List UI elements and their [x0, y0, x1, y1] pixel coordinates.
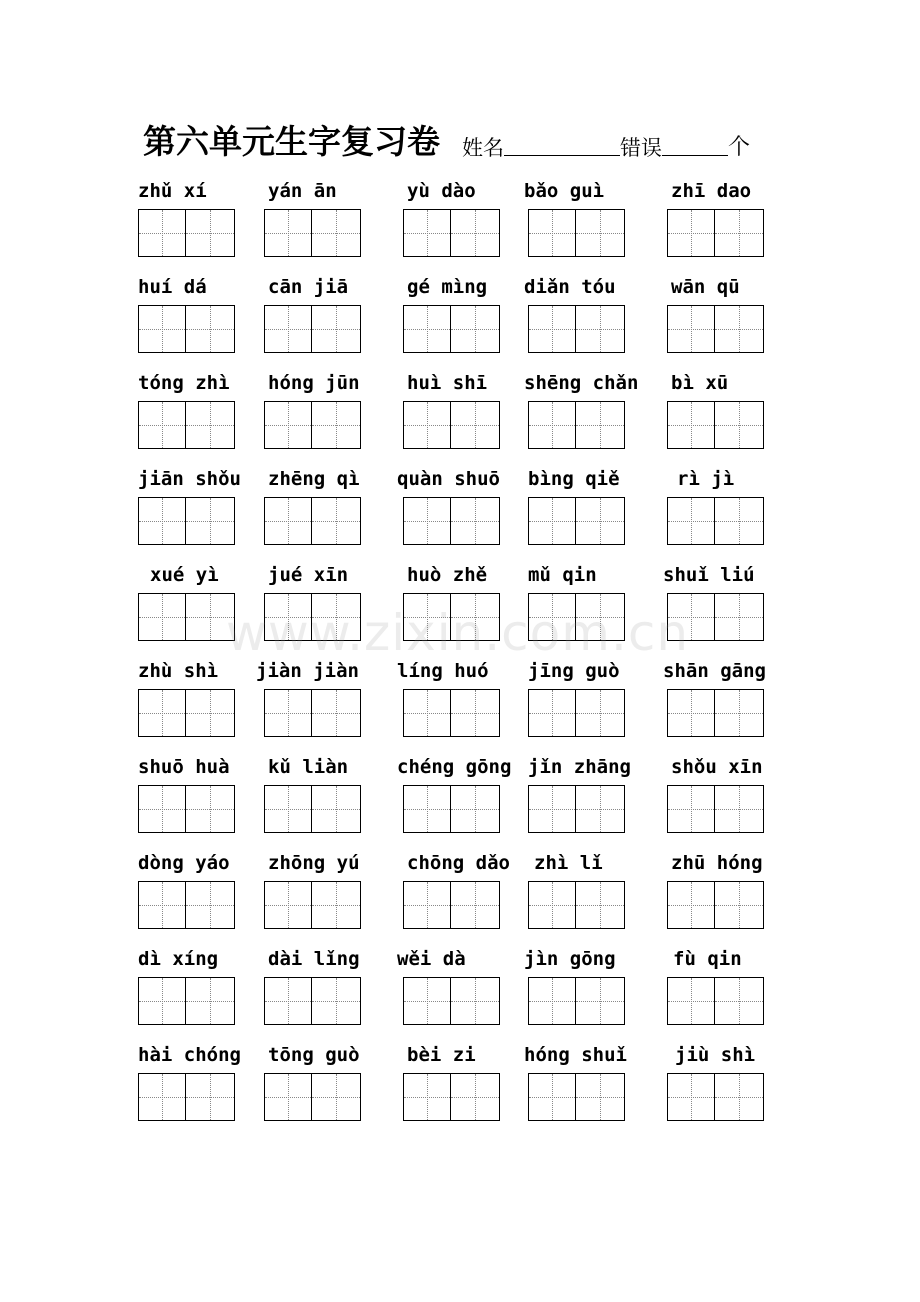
tianzige-pair: [138, 977, 278, 1025]
tianzige-box[interactable]: [264, 785, 312, 833]
tianzige-pair: [667, 881, 807, 929]
word-row: [138, 754, 778, 850]
tianzige-pair: [528, 305, 668, 353]
pinyin-label: líng huó: [397, 660, 489, 682]
tianzige-box[interactable]: [715, 497, 764, 545]
word-item: [524, 1042, 668, 1121]
pinyin-label: zhì lǐ: [534, 852, 603, 874]
word-item: [138, 1042, 278, 1121]
tianzige-box[interactable]: [403, 401, 451, 449]
tianzige-pair: [528, 1073, 668, 1121]
tianzige-box[interactable]: [186, 689, 235, 737]
tianzige-box[interactable]: [576, 497, 625, 545]
tianzige-box[interactable]: [451, 977, 500, 1025]
tianzige-pair: [403, 401, 543, 449]
pinyin-label: shuō huà: [138, 756, 230, 778]
tianzige-box[interactable]: [403, 977, 451, 1025]
tianzige-box[interactable]: [528, 881, 576, 929]
word-item: [524, 946, 668, 1025]
word-item: [264, 946, 404, 1025]
tianzige-box[interactable]: [576, 305, 625, 353]
tianzige-box[interactable]: [138, 977, 186, 1025]
word-item: [397, 946, 543, 1025]
tianzige-pair: [403, 785, 543, 833]
word-item: [264, 850, 404, 929]
word-item: [524, 370, 668, 449]
word-item: [138, 274, 278, 353]
tianzige-box[interactable]: [138, 401, 186, 449]
tianzige-box[interactable]: [138, 305, 186, 353]
pinyin-label: hài chóng: [138, 1044, 241, 1066]
tianzige-box[interactable]: [403, 209, 451, 257]
tianzige-box[interactable]: [576, 689, 625, 737]
pinyin-label: jiù shì: [675, 1044, 756, 1066]
tianzige-pair: [264, 881, 404, 929]
tianzige-box[interactable]: [715, 1073, 764, 1121]
pinyin-label: chōng dǎo: [407, 852, 510, 874]
tianzige-box[interactable]: [667, 305, 715, 353]
word-item: [264, 466, 404, 545]
tianzige-box[interactable]: [576, 785, 625, 833]
tianzige-box[interactable]: [528, 785, 576, 833]
tianzige-pair: [667, 689, 807, 737]
pinyin-label: zhōng yú: [268, 852, 360, 874]
tianzige-pair: [403, 1073, 543, 1121]
tianzige-pair: [264, 1073, 404, 1121]
pinyin-label: dòng yáo: [138, 852, 230, 874]
tianzige-box[interactable]: [667, 881, 715, 929]
tianzige-box[interactable]: [667, 497, 715, 545]
word-item: [667, 274, 807, 353]
pinyin-label: bì xū: [671, 372, 729, 394]
word-item: [397, 754, 543, 833]
errors-unit: 个: [728, 135, 751, 160]
pinyin-label: jīng guò: [528, 660, 620, 682]
pinyin-label: mǔ qin: [528, 564, 597, 586]
word-row: [138, 466, 778, 562]
pinyin-label: zhǔ xí: [138, 180, 207, 202]
pinyin-label: bèi zi: [407, 1044, 476, 1066]
word-row: [138, 274, 778, 370]
pinyin-label: tōng guò: [268, 1044, 360, 1066]
pinyin-label: quàn shuō: [397, 468, 500, 490]
tianzige-box[interactable]: [576, 1073, 625, 1121]
tianzige-box[interactable]: [715, 401, 764, 449]
word-row: [138, 946, 778, 1042]
watermark: www.zixin.com.cn: [226, 604, 690, 662]
word-item: [528, 850, 668, 929]
pinyin-label: wěi dà: [397, 948, 466, 970]
pinyin-label: hóng shuǐ: [524, 1044, 627, 1066]
tianzige-pair: [528, 497, 668, 545]
word-row: [138, 1042, 778, 1138]
pinyin-label: huò zhě: [407, 564, 488, 586]
pinyin-label: zhēng qì: [268, 468, 360, 490]
tianzige-pair: [667, 977, 807, 1025]
tianzige-box[interactable]: [528, 497, 576, 545]
tianzige-box[interactable]: [264, 689, 312, 737]
pinyin-label: gé mìng: [407, 276, 488, 298]
tianzige-box[interactable]: [264, 305, 312, 353]
tianzige-box[interactable]: [528, 1073, 576, 1121]
tianzige-box[interactable]: [312, 977, 361, 1025]
tianzige-box[interactable]: [312, 497, 361, 545]
word-item: [667, 466, 807, 545]
tianzige-pair: [403, 209, 543, 257]
tianzige-box[interactable]: [138, 209, 186, 257]
tianzige-pair: [667, 305, 807, 353]
tianzige-pair: [403, 977, 543, 1025]
tianzige-box[interactable]: [576, 881, 625, 929]
word-item: [667, 370, 807, 449]
pinyin-label: zhū hóng: [671, 852, 763, 874]
tianzige-box[interactable]: [186, 1073, 235, 1121]
tianzige-box[interactable]: [715, 593, 764, 641]
pinyin-label: tóng zhì: [138, 372, 230, 394]
word-item: [667, 946, 807, 1025]
tianzige-pair: [264, 689, 404, 737]
word-item: [524, 274, 668, 353]
tianzige-box[interactable]: [186, 401, 235, 449]
tianzige-box[interactable]: [264, 401, 312, 449]
pinyin-label: hóng jūn: [268, 372, 360, 394]
tianzige-box[interactable]: [667, 785, 715, 833]
tianzige-box[interactable]: [264, 1073, 312, 1121]
tianzige-box[interactable]: [264, 977, 312, 1025]
word-item: [403, 274, 543, 353]
tianzige-box[interactable]: [667, 1073, 715, 1121]
pinyin-label: yù dào: [407, 180, 476, 202]
tianzige-pair: [667, 1073, 807, 1121]
pinyin-label: rì jì: [677, 468, 735, 490]
tianzige-pair: [528, 785, 668, 833]
tianzige-box[interactable]: [715, 209, 764, 257]
pinyin-label: huì shī: [407, 372, 488, 394]
tianzige-box[interactable]: [138, 1073, 186, 1121]
tianzige-box[interactable]: [403, 881, 451, 929]
pinyin-label: dài lǐng: [268, 948, 360, 970]
tianzige-box[interactable]: [403, 1073, 451, 1121]
name-blank[interactable]: [504, 129, 620, 156]
tianzige-pair: [667, 209, 807, 257]
tianzige-box[interactable]: [403, 689, 451, 737]
pinyin-label: xué yì: [150, 564, 219, 586]
tianzige-box[interactable]: [403, 305, 451, 353]
word-item: [397, 466, 543, 545]
tianzige-box[interactable]: [186, 305, 235, 353]
tianzige-box[interactable]: [451, 401, 500, 449]
word-item: [264, 754, 404, 833]
word-item: [138, 370, 278, 449]
pinyin-label: yán ān: [268, 180, 337, 202]
word-item: [528, 658, 668, 737]
word-item: [264, 370, 404, 449]
tianzige-box[interactable]: [451, 209, 500, 257]
tianzige-pair: [138, 497, 278, 545]
tianzige-box[interactable]: [528, 689, 576, 737]
tianzige-box[interactable]: [312, 401, 361, 449]
tianzige-box[interactable]: [715, 881, 764, 929]
tianzige-pair: [403, 305, 543, 353]
pinyin-label: fù qin: [673, 948, 742, 970]
tianzige-box[interactable]: [667, 209, 715, 257]
pinyin-label: cān jiā: [268, 276, 349, 298]
tianzige-box[interactable]: [576, 977, 625, 1025]
pinyin-label: kǔ liàn: [268, 756, 349, 778]
tianzige-pair: [403, 497, 543, 545]
pinyin-label: shuǐ liú: [663, 564, 755, 586]
word-row: [138, 178, 778, 274]
word-item: [403, 1042, 543, 1121]
word-item: [264, 274, 404, 353]
tianzige-pair: [528, 209, 668, 257]
tianzige-box[interactable]: [312, 209, 361, 257]
tianzige-box[interactable]: [312, 785, 361, 833]
word-item: [667, 178, 807, 257]
pinyin-label: huí dá: [138, 276, 207, 298]
tianzige-box[interactable]: [451, 689, 500, 737]
pinyin-label: shēng chǎn: [524, 372, 639, 394]
tianzige-box[interactable]: [264, 209, 312, 257]
word-row: [138, 850, 778, 946]
tianzige-box[interactable]: [403, 785, 451, 833]
pinyin-label: shǒu xīn: [671, 756, 763, 778]
pinyin-label: jìn gōng: [524, 948, 616, 970]
tianzige-box[interactable]: [186, 497, 235, 545]
tianzige-pair: [264, 209, 404, 257]
tianzige-pair: [403, 689, 543, 737]
tianzige-box[interactable]: [528, 209, 576, 257]
tianzige-box[interactable]: [186, 881, 235, 929]
tianzige-pair: [138, 881, 278, 929]
pinyin-label: chéng gōng: [397, 756, 512, 778]
tianzige-pair: [138, 401, 278, 449]
tianzige-pair: [264, 401, 404, 449]
word-item: [403, 850, 543, 929]
word-row: [138, 370, 778, 466]
word-item: [528, 754, 668, 833]
tianzige-box[interactable]: [186, 209, 235, 257]
word-item: [667, 754, 807, 833]
word-item: [256, 658, 404, 737]
word-row: [138, 658, 778, 754]
pinyin-label: jué xīn: [268, 564, 349, 586]
tianzige-pair: [138, 785, 278, 833]
tianzige-pair: [667, 785, 807, 833]
tianzige-box[interactable]: [312, 881, 361, 929]
tianzige-box[interactable]: [138, 689, 186, 737]
word-item: [138, 946, 278, 1025]
name-label: 姓名: [462, 136, 504, 160]
tianzige-pair: [264, 497, 404, 545]
word-item: [524, 178, 668, 257]
word-item: [264, 178, 404, 257]
word-item: [264, 1042, 404, 1121]
tianzige-box[interactable]: [312, 689, 361, 737]
tianzige-box[interactable]: [528, 401, 576, 449]
word-item: [403, 370, 543, 449]
tianzige-pair: [528, 881, 668, 929]
pinyin-label: wān qū: [671, 276, 740, 298]
tianzige-box[interactable]: [715, 977, 764, 1025]
pinyin-label: bìng qiě: [528, 468, 620, 490]
tianzige-pair: [667, 497, 807, 545]
tianzige-pair: [528, 401, 668, 449]
tianzige-box[interactable]: [451, 497, 500, 545]
tianzige-box[interactable]: [138, 785, 186, 833]
tianzige-pair: [138, 305, 278, 353]
tianzige-box[interactable]: [667, 689, 715, 737]
pinyin-label: jǐn zhāng: [528, 756, 631, 778]
tianzige-pair: [138, 1073, 278, 1121]
tianzige-pair: [138, 209, 278, 257]
worksheet-title: 第六单元生字复习卷: [143, 122, 440, 161]
errors-blank[interactable]: [662, 129, 728, 156]
tianzige-pair: [264, 305, 404, 353]
word-item: [138, 850, 278, 929]
tianzige-box[interactable]: [403, 497, 451, 545]
pinyin-label: zhù shì: [138, 660, 219, 682]
tianzige-box[interactable]: [528, 305, 576, 353]
word-item: [397, 658, 543, 737]
tianzige-box[interactable]: [451, 1073, 500, 1121]
tianzige-box[interactable]: [186, 977, 235, 1025]
pinyin-label: shān gāng: [663, 660, 766, 682]
word-item: [403, 178, 543, 257]
errors-label: 错误: [620, 136, 662, 160]
worksheet-header: [143, 112, 750, 162]
word-item: [138, 754, 278, 833]
tianzige-box[interactable]: [264, 497, 312, 545]
word-item: [667, 1042, 807, 1121]
tianzige-box[interactable]: [667, 401, 715, 449]
tianzige-box[interactable]: [312, 305, 361, 353]
tianzige-box[interactable]: [264, 881, 312, 929]
tianzige-box[interactable]: [138, 497, 186, 545]
word-item: [138, 466, 278, 545]
tianzige-pair: [403, 881, 543, 929]
tianzige-box[interactable]: [715, 785, 764, 833]
tianzige-box[interactable]: [451, 305, 500, 353]
pinyin-label: jiān shǒu: [138, 468, 241, 490]
tianzige-box[interactable]: [576, 401, 625, 449]
pinyin-label: dì xíng: [138, 948, 219, 970]
pinyin-label: zhī dao: [671, 180, 752, 202]
tianzige-box[interactable]: [451, 881, 500, 929]
tianzige-box[interactable]: [715, 689, 764, 737]
tianzige-pair: [528, 977, 668, 1025]
tianzige-box[interactable]: [138, 881, 186, 929]
word-item: [528, 466, 668, 545]
tianzige-pair: [667, 401, 807, 449]
pinyin-label: jiàn jiàn: [256, 660, 359, 682]
tianzige-box[interactable]: [715, 305, 764, 353]
pinyin-label: diǎn tóu: [524, 276, 616, 298]
tianzige-box[interactable]: [667, 977, 715, 1025]
tianzige-box[interactable]: [186, 785, 235, 833]
tianzige-box[interactable]: [138, 593, 186, 641]
tianzige-pair: [264, 977, 404, 1025]
word-item: [663, 658, 807, 737]
tianzige-box[interactable]: [451, 785, 500, 833]
pinyin-label: bǎo guì: [524, 180, 605, 202]
word-item: [138, 178, 278, 257]
tianzige-pair: [138, 689, 278, 737]
word-item: [667, 850, 807, 929]
tianzige-box[interactable]: [576, 209, 625, 257]
tianzige-pair: [264, 785, 404, 833]
tianzige-box[interactable]: [528, 977, 576, 1025]
tianzige-pair: [528, 689, 668, 737]
tianzige-box[interactable]: [312, 1073, 361, 1121]
